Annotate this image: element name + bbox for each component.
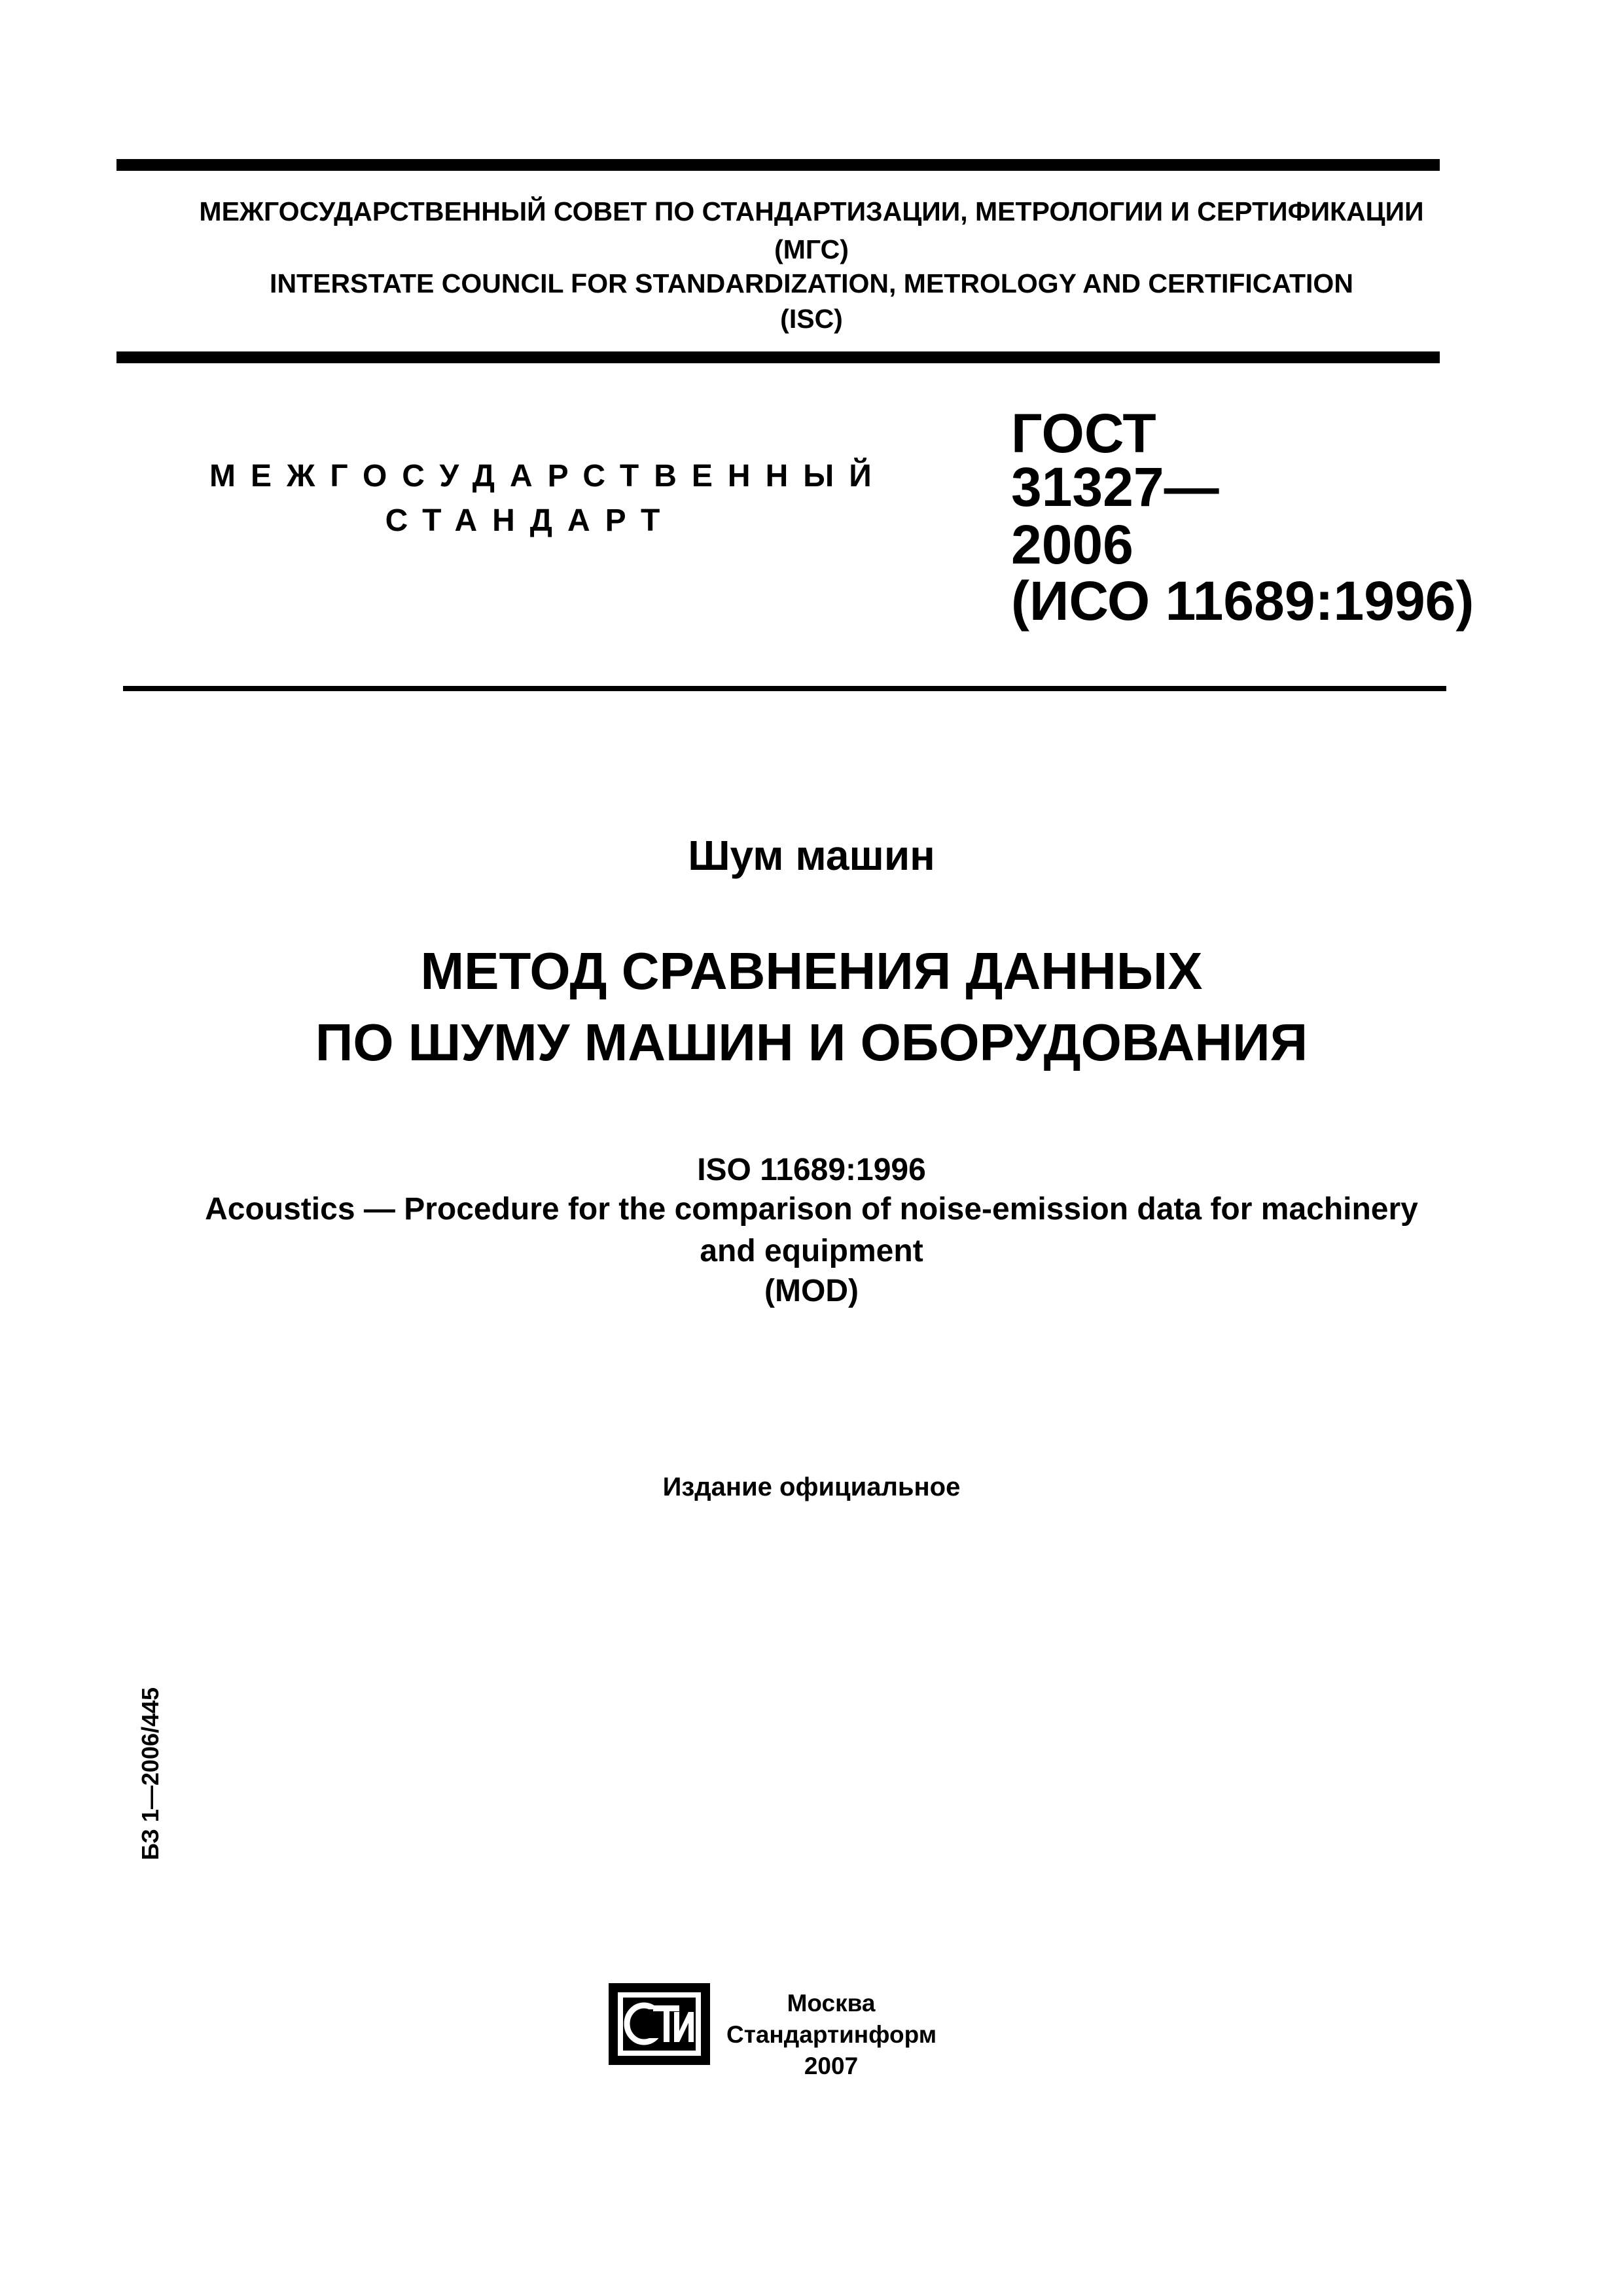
gost-prefix: ГОСТ <box>1011 403 1156 464</box>
publisher-city: Москва <box>787 1990 876 2017</box>
middle-rule <box>116 351 1440 363</box>
council-name-en: INTERSTATE COUNCIL FOR STANDARDIZATION, METROLOGY AND CERTIFICATION <box>270 268 1353 298</box>
bottom-rule <box>123 686 1446 691</box>
standard-type-line-2: СТАНДАРТ <box>385 503 675 538</box>
document-subtitle-line-1: МЕТОД СРАВНЕНИЯ ДАННЫХ <box>420 942 1203 1000</box>
document-title: Шум машин <box>688 832 935 879</box>
standard-type-line-1: МЕЖГОСУДАРСТВЕННЫЙ <box>209 459 887 493</box>
iso-title-line-2: and equipment <box>700 1234 923 1268</box>
standartinform-logo-icon <box>609 1983 710 2065</box>
gost-iso-reference: (ИСО 11689:1996) <box>1011 570 1474 632</box>
edition-label: Издание официальное <box>662 1473 961 1501</box>
top-rule <box>116 159 1440 171</box>
gost-year: 2006 <box>1011 514 1133 575</box>
iso-modification: (MOD) <box>764 1274 859 1308</box>
document-subtitle-line-2: ПО ШУМУ МАШИН И ОБОРУДОВАНИЯ <box>315 1013 1308 1071</box>
iso-title-line-1: Acoustics — Procedure for the comparison of noise-emission data for machinery <box>205 1192 1418 1227</box>
gost-number: 31327— <box>1011 456 1219 518</box>
iso-code: ISO 11689:1996 <box>697 1153 926 1187</box>
council-abbr-en: (ISC) <box>780 304 843 334</box>
publisher-name: Стандартинформ <box>726 2021 937 2048</box>
publication-year: 2007 <box>804 2053 859 2079</box>
side-code: БЗ 1—2006/445 <box>137 1687 164 1861</box>
council-name-ru: МЕЖГОСУДАРСТВЕННЫЙ СОВЕТ ПО СТАНДАРТИЗАЦИИ, МЕТРОЛОГИИ И СЕРТИФИКАЦИИ <box>199 196 1424 226</box>
council-abbr-ru: (МГС) <box>774 234 849 264</box>
